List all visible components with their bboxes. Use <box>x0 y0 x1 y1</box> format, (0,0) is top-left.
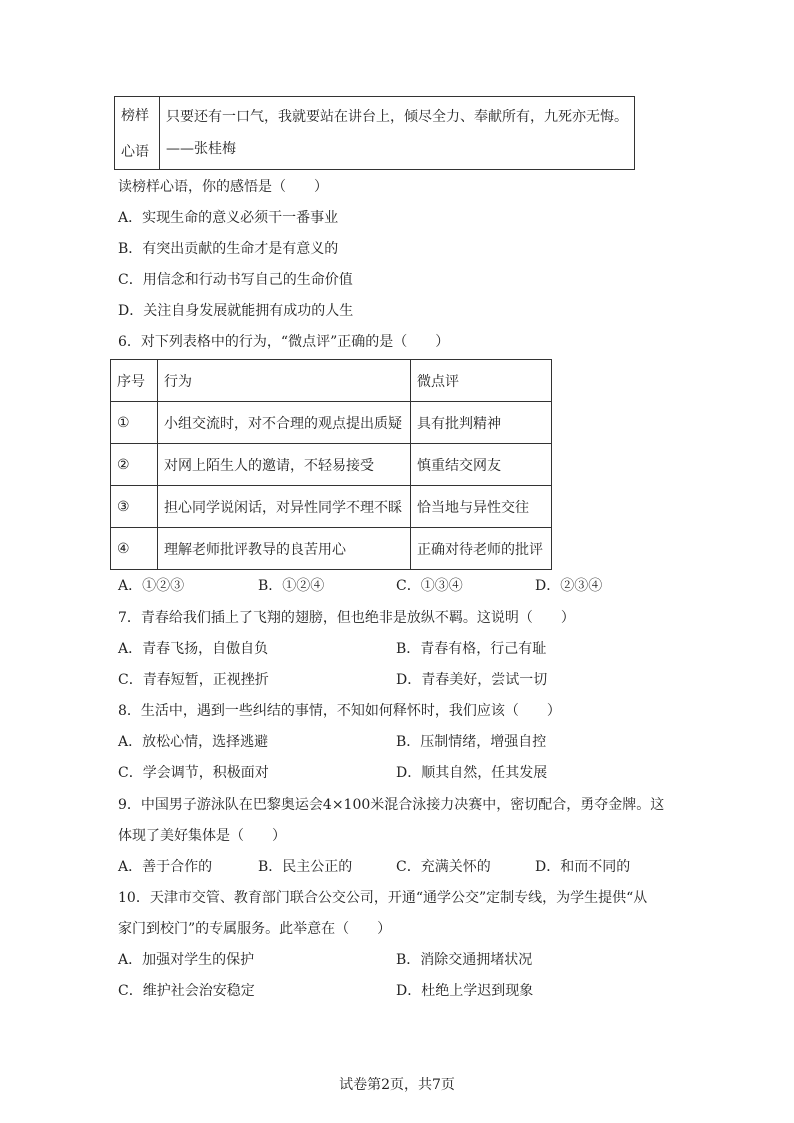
q7-option-d: D．青春美好，尝试一切 <box>396 672 548 688</box>
table-row <box>111 444 552 486</box>
q7-option-a: A．青春飞扬，自傲自负 <box>118 641 269 657</box>
q8-option-d: D．顺其自然，任其发展 <box>396 765 548 781</box>
q10-option-b: B．消除交通拥堵状况 <box>396 952 533 968</box>
q5-option-c: C．用信念和行动书写自己的生命价值 <box>118 272 353 288</box>
header-behavior: 行为 <box>158 360 411 402</box>
q8-option-c: C．学会调节，积极面对 <box>118 765 269 781</box>
quote-author: ——张桂梅 <box>166 141 236 157</box>
row-behavior: 小组交流时，对不合理的观点提出质疑 <box>158 402 411 444</box>
q6-option-a: A．①②③ <box>118 578 185 594</box>
row-comment: 具有批判精神 <box>411 402 552 444</box>
row-behavior: 理解老师批评教导的良苦用心 <box>158 528 411 570</box>
row-behavior: 对网上陌生人的邀请，不轻易接受 <box>158 444 411 486</box>
q7-stem: 7．青春给我们插上了飞翔的翅膀，但也绝非是放纵不羁。这说明（ ） <box>118 610 575 626</box>
q10-stem-line1: 10．天津市交管、教育部门联合公交公司，开通“通学公交”定制专线，为学生提供“从 <box>118 890 648 906</box>
row-index: ③ <box>111 486 158 528</box>
role-model-quote-table <box>114 96 635 170</box>
row-comment: 正确对待老师的批评 <box>411 528 552 570</box>
quote-label-line1: 榜样 <box>115 97 160 134</box>
q6-option-d: D．②③④ <box>535 578 603 594</box>
row-comment: 恰当地与异性交往 <box>411 486 552 528</box>
header-index: 序号 <box>111 360 158 402</box>
q9-option-b: B．民主公正的 <box>258 859 353 875</box>
q9-stem-line1: 9．中国男子游泳队在巴黎奥运会4×100米混合泳接力决赛中，密切配合，勇夺金牌。这 <box>118 797 665 813</box>
q7-option-b: B．青春有格，行己有耻 <box>396 641 547 657</box>
header-comment: 微点评 <box>411 360 552 402</box>
q5-stem: 读榜样心语，你的感悟是（ ） <box>118 179 328 195</box>
q5-option-b: B．有突出贡献的生命才是有意义的 <box>118 241 339 257</box>
q8-option-a: A．放松心情，选择逃避 <box>118 734 269 750</box>
q8-option-b: B．压制情绪，增强自控 <box>396 734 547 750</box>
q6-option-b: B．①②④ <box>258 578 325 594</box>
q10-option-a: A．加强对学生的保护 <box>118 952 255 968</box>
q9-option-d: D．和而不同的 <box>535 859 631 875</box>
table-row <box>111 486 552 528</box>
q10-stem-line2: 家门到校门”的专属服务。此举意在（ ） <box>118 921 392 937</box>
table-header-row <box>111 360 552 402</box>
row-index: ④ <box>111 528 158 570</box>
row-comment: 慎重结交网友 <box>411 444 552 486</box>
q9-option-a: A．善于合作的 <box>118 859 213 875</box>
page-footer: 试卷第2页，共7页 <box>339 1077 455 1093</box>
row-index: ② <box>111 444 158 486</box>
q8-stem: 8．生活中，遇到一些纠结的事情，不知如何释怀时，我们应该（ ） <box>118 703 561 719</box>
q6-behavior-table <box>110 359 552 570</box>
q5-option-a: A．实现生命的意义必须干一番事业 <box>118 210 339 226</box>
quote-text: 只要还有一口气，我就要站在讲台上，倾尽全力、奉献所有，九死亦无悔。 <box>166 109 628 125</box>
q9-stem-line2: 体现了美好集体是（ ） <box>118 828 286 844</box>
q6-option-c: C．①③④ <box>396 578 463 594</box>
table-row <box>111 528 552 570</box>
table-row <box>111 402 552 444</box>
q10-option-d: D．杜绝上学迟到现象 <box>396 983 534 999</box>
quote-label-line2: 心语 <box>115 133 160 170</box>
q5-option-d: D．关注自身发展就能拥有成功的人生 <box>118 303 354 319</box>
q6-stem: 6．对下列表格中的行为，“微点评”正确的是（ ） <box>118 334 450 350</box>
q9-option-c: C．充满关怀的 <box>396 859 491 875</box>
row-behavior: 担心同学说闲话，对异性同学不理不睬 <box>158 486 411 528</box>
row-index: ① <box>111 402 158 444</box>
q10-option-c: C．维护社会治安稳定 <box>118 983 255 999</box>
q7-option-c: C．青春短暂，正视挫折 <box>118 672 269 688</box>
quote-content <box>160 97 635 170</box>
